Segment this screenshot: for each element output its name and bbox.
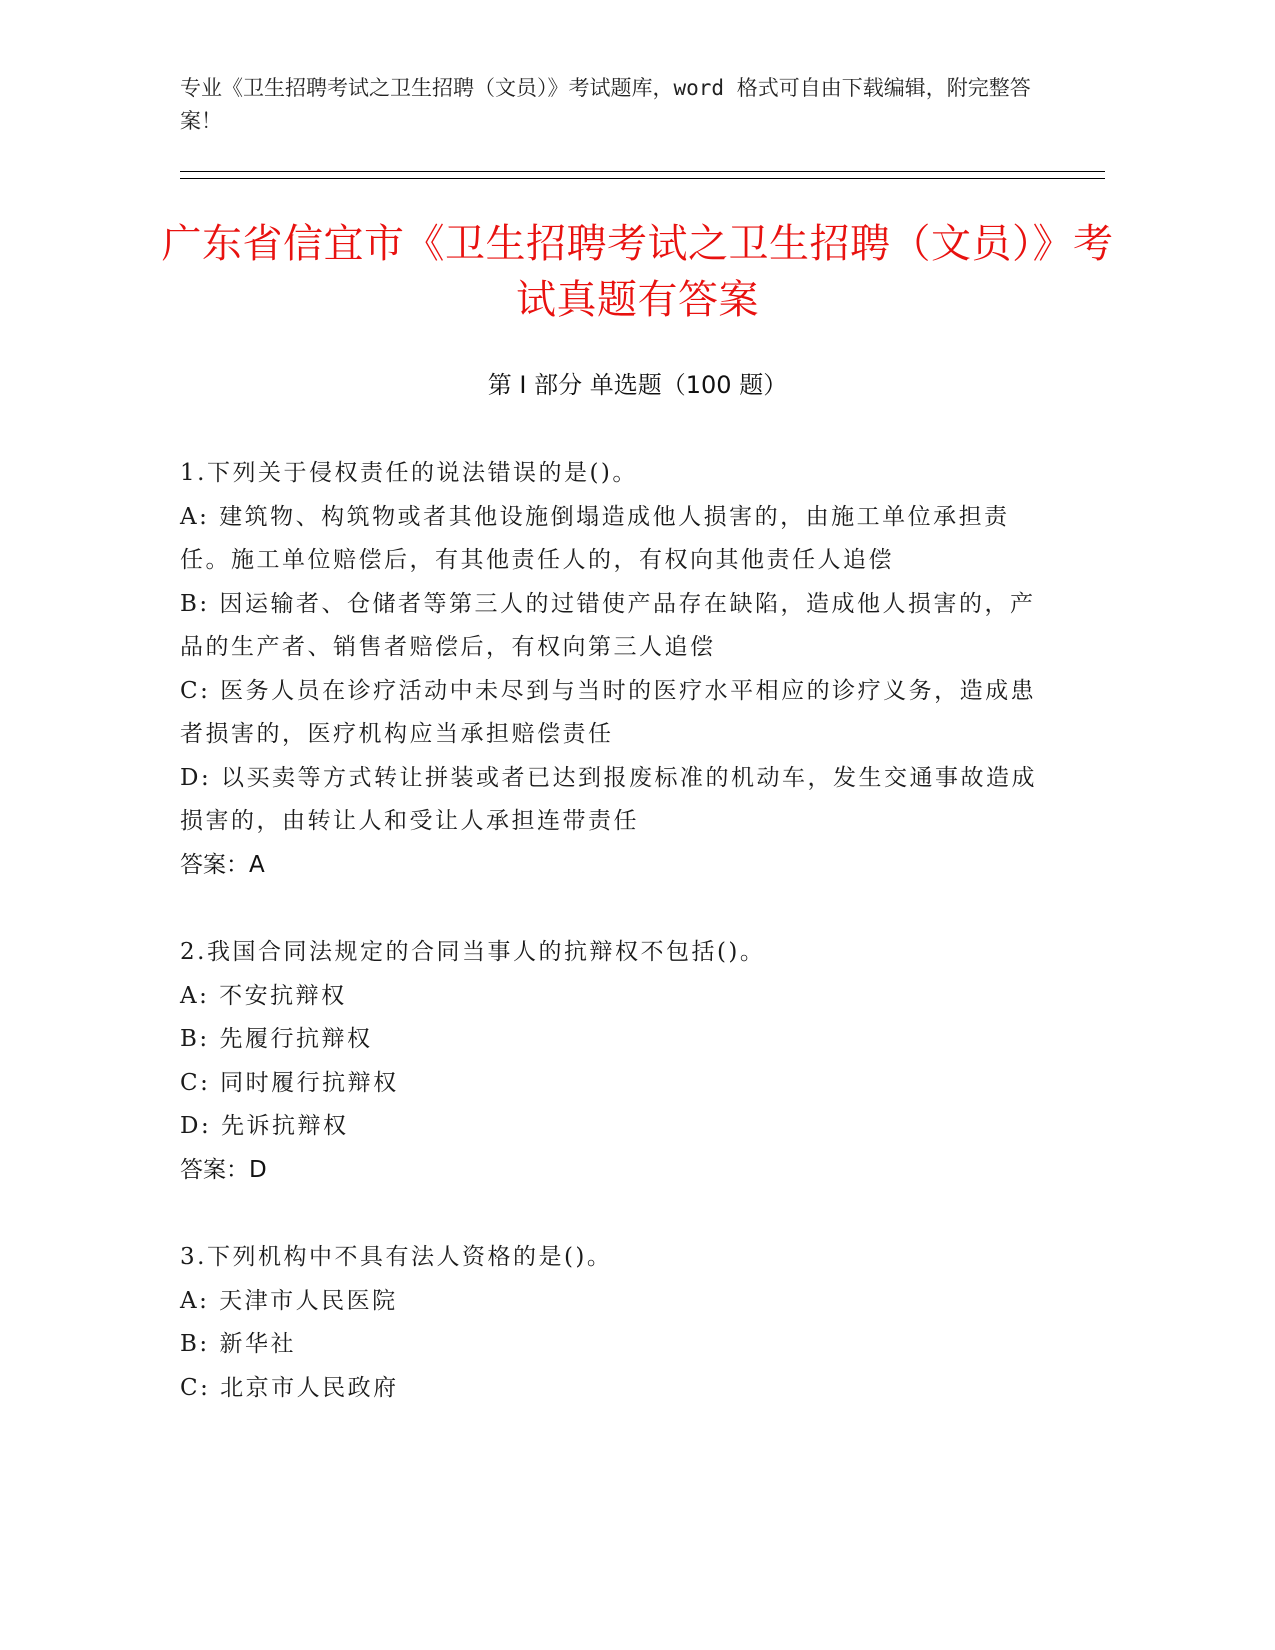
option-b: B: 先履行抗辩权	[180, 1026, 373, 1052]
answer-label: 答案：A	[180, 851, 265, 878]
answer-label: 答案：D	[180, 1156, 267, 1183]
header-divider-thin	[180, 178, 1105, 179]
question-list	[180, 452, 1040, 1410]
option-a: A: 建筑物、构筑物或者其他设施倒塌造成他人损害的，由施工单位承担责任。施工单位赔偿后，有其他责任人的，有权向其他责任人追偿	[180, 503, 1010, 573]
question-stem: 1.下列关于侵权责任的说法错误的是()。	[180, 460, 638, 486]
option-b: B: 新华社	[180, 1331, 296, 1357]
header-note: 专业《卫生招聘考试之卫生招聘（文员）》考试题库，word 格式可自由下载编辑，附完整答案！	[180, 76, 1031, 133]
question-2	[180, 931, 1040, 1192]
option-b: B: 因运输者、仓储者等第三人的过错使产品存在缺陷，造成他人损害的，产品的生产者、销售者赔偿后，有权向第三人追偿	[180, 590, 1036, 660]
option-d: D: 以买卖等方式转让拼装或者已达到报废标准的机动车，发生交通事故造成损害的，由转让人和受让人承担连带责任	[180, 764, 1038, 834]
option-c: C: 医务人员在诊疗活动中未尽到与当时的医疗水平相应的诊疗义务，造成患者损害的，医疗机构应当承担赔偿责任	[180, 677, 1037, 747]
question-stem: 3.下列机构中不具有法人资格的是()。	[180, 1244, 613, 1270]
option-a: A: 不安抗辩权	[180, 982, 347, 1009]
option-c: C: 同时履行抗辩权	[180, 1069, 399, 1096]
header-divider-thick	[180, 171, 1105, 172]
option-c: C: 北京市人民政府	[180, 1374, 399, 1401]
question-1	[180, 452, 1040, 887]
question-3	[180, 1236, 1040, 1410]
option-d: D: 先诉抗辩权	[180, 1113, 349, 1139]
question-stem: 2.我国合同法规定的合同当事人的抗辩权不包括()。	[180, 939, 766, 965]
document-title: 广东省信宜市《卫生招聘考试之卫生招聘（文员）》考试真题有答案	[161, 221, 1114, 323]
option-a: A: 天津市人民医院	[180, 1287, 398, 1314]
section-title: 第 I 部分 单选题（100 题）	[487, 371, 788, 399]
